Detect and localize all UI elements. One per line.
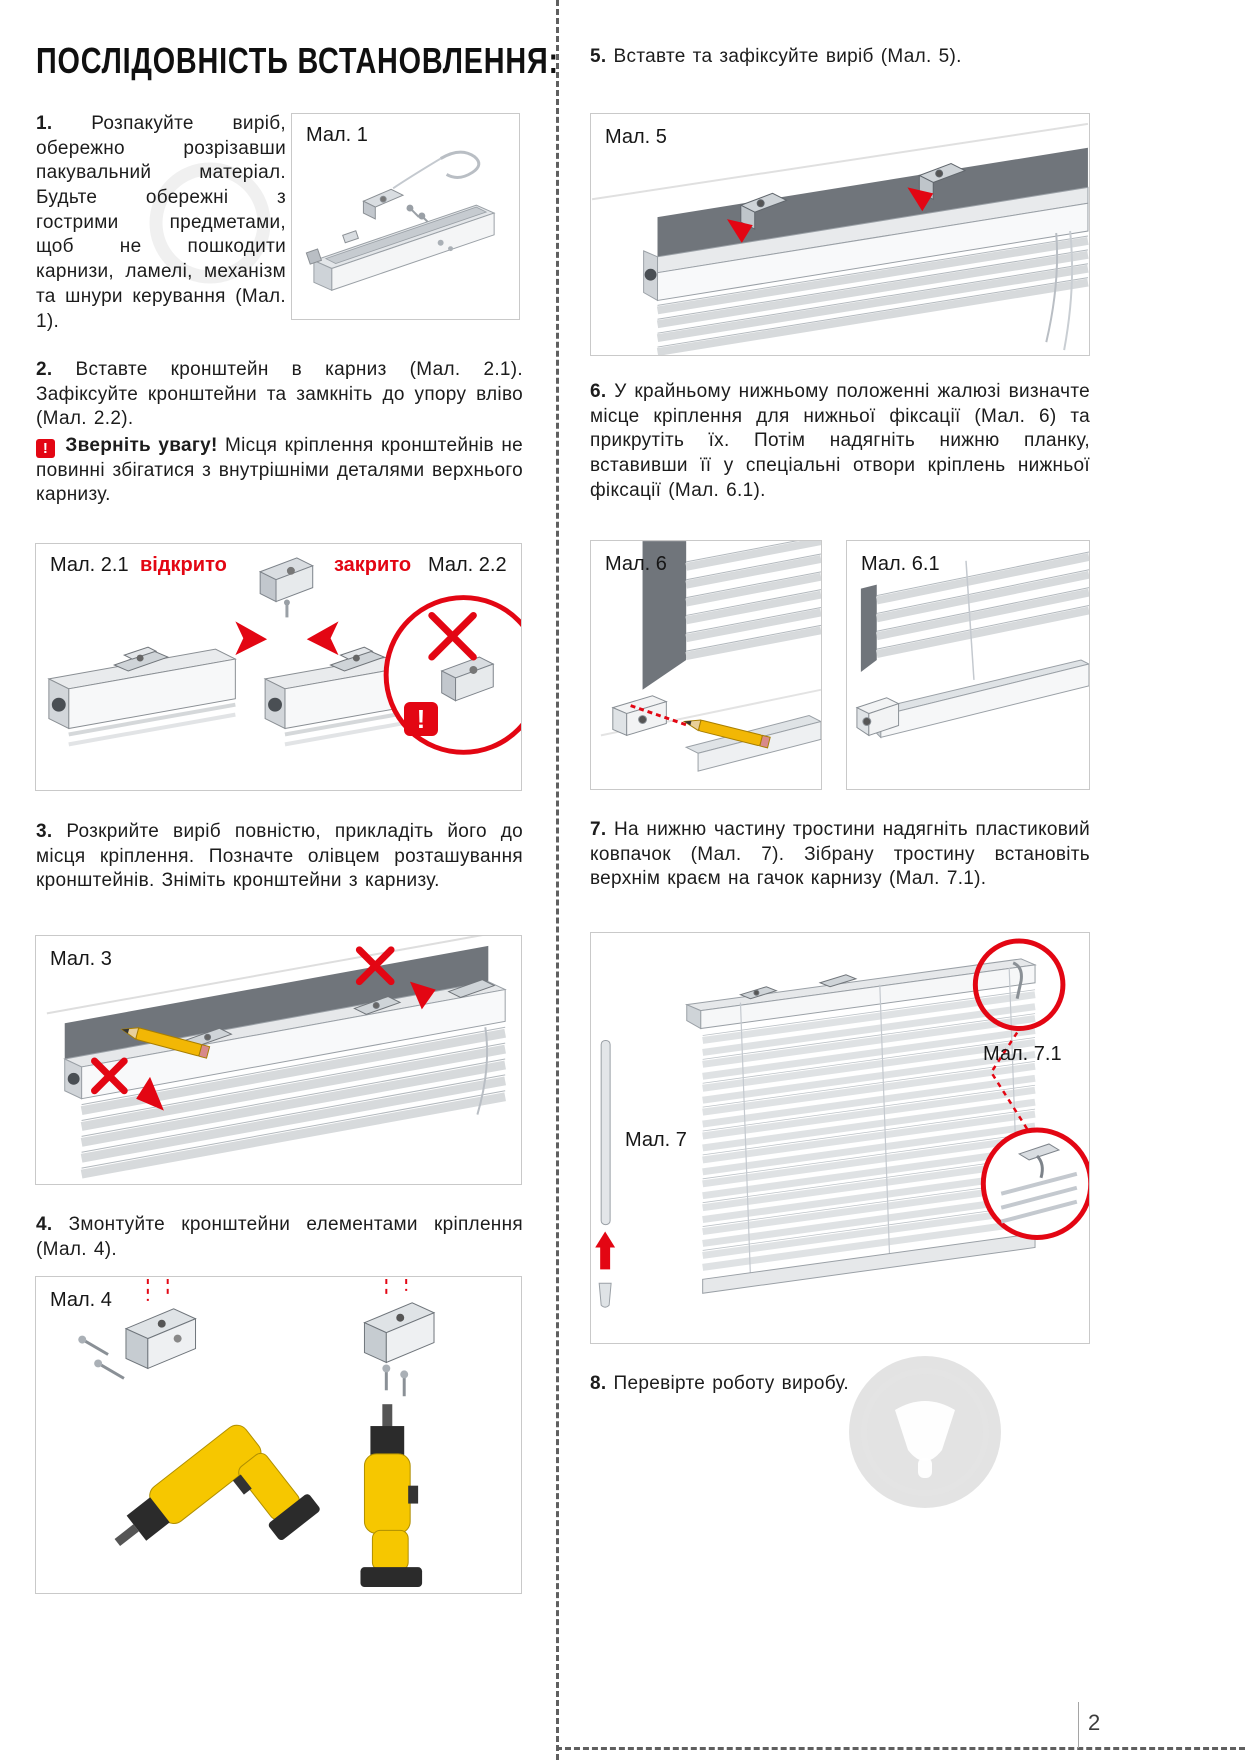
fig3-illustration (36, 936, 521, 1184)
column-divider (556, 0, 559, 1760)
bottom-rail (873, 660, 1089, 737)
tilt-wand-icon (601, 1040, 610, 1224)
figure-6-1 (846, 540, 1090, 790)
bracket-icon (126, 1279, 196, 1368)
warning-text: ! Зверніть увагу! Місця кріплення кронштейнів не повинні збігатися з внутрішніми деталями верхнього карнизу. (36, 435, 523, 506)
slats (703, 995, 1035, 1268)
figure-2-2-label: Мал. 2.2 (428, 554, 507, 576)
step-4-text: 4. Змонтуйте кронштейни елементами кріплення (Мал. 4). (36, 1214, 523, 1260)
step-2-number: 2. (36, 359, 53, 380)
step-7-text: 7. На нижню частину тростини надягніть пластиковий ковпачок (Мал. 7). Зібрану тростину встановіть верхнім краєм на гачок карнизу (Мал. 7.1). (590, 819, 1090, 890)
highlight-circle-icon (983, 1130, 1089, 1237)
cornice-left (49, 647, 235, 744)
footer-divider (556, 1747, 1245, 1750)
figure-6-1-label: Мал. 6.1 (861, 553, 940, 575)
page-number-divider (1078, 1702, 1079, 1748)
plastic-cap-icon (599, 1283, 611, 1307)
figure-4 (35, 1276, 522, 1594)
step-6-number: 6. (590, 381, 607, 402)
page-number: 2 (1088, 1710, 1101, 1735)
figure-1 (291, 113, 520, 320)
fig2-warning-badge: ! (404, 702, 438, 736)
control-cord-icon (441, 152, 479, 177)
figure-5 (590, 113, 1090, 356)
figure-7-label: Мал. 7 (625, 1129, 687, 1151)
red-arrow-icon (307, 621, 339, 655)
state-open-label: відкрито (140, 554, 227, 576)
step-3-text: 3. Розкрийте виріб повністю, прикладіть його до місця кріплення. Позначте олівцем розташування кронштейнів. Зніміть кронштейни з карнизу. (36, 821, 523, 892)
fig2-illustration (36, 544, 521, 790)
figure-1-label: Мал. 1 (306, 124, 368, 146)
step-6-text: 6. У крайньому нижньому положенні жалюзі визначте місце кріплення для нижньої фіксації (Мал. 6) та прикрутіть їх. Потім надягніть нижню планку, вставивши її у спеціальні отвори кріплень нижньої фіксації (Мал. 6.1). (590, 381, 1090, 501)
fig5-illustration (591, 114, 1089, 355)
step-8-text: 8. Перевірте роботу виробу. (590, 1373, 849, 1394)
warning-title: Зверніть увагу! (65, 435, 218, 456)
state-closed-label: закрито (334, 554, 412, 576)
step-4-number: 4. (36, 1214, 53, 1235)
figure-7 (590, 932, 1090, 1344)
figure-5-label: Мал. 5 (605, 126, 667, 148)
bracket-icon (364, 1279, 434, 1362)
fig4-illustration (36, 1277, 521, 1593)
figure-6 (590, 540, 822, 790)
step-1-number: 1. (36, 113, 53, 134)
figure-7-1-label: Мал. 7.1 (983, 1043, 1062, 1065)
step-5-text: 5. Вставте та зафіксуйте виріб (Мал. 5). (590, 46, 962, 67)
step-2-text: 2. Вставте кронштейн в карниз (Мал. 2.1). Зафіксуйте кронштейни та замкніть до упору вліво (Мал. 2.2). (36, 359, 523, 430)
figure-2 (35, 543, 522, 791)
step-3-number: 3. (36, 821, 53, 842)
figure-6-label: Мал. 6 (605, 553, 667, 575)
step-1-text: 1. Розпакуйте виріб, обережно розрізавши пакувальний матеріал. Будьте обережні з гострими предметами, щоб не пошкодити карнизи, ламелі, механізм та шнури керування (Мал. 1). (36, 113, 286, 332)
bracket-icon (363, 189, 403, 219)
screws-icon (84, 1341, 124, 1379)
figure-4-label: Мал. 4 (50, 1289, 112, 1311)
fig6-1-illustration (847, 541, 1089, 789)
step-7-number: 7. (590, 819, 607, 840)
step-8-number: 8. (590, 1373, 607, 1394)
red-arrow-up-icon (595, 1232, 615, 1270)
bracket-icon (260, 558, 313, 618)
figure-3-label: Мал. 3 (50, 948, 112, 970)
step-5-number: 5. (590, 46, 607, 67)
drill-icon (360, 1404, 422, 1587)
red-arrow-icon (235, 621, 267, 655)
page-title: ПОСЛІДОВНІСТЬ ВСТАНОВЛЕННЯ: (36, 40, 559, 81)
drill-icon (104, 1414, 321, 1593)
figure-3 (35, 935, 522, 1185)
warning-icon: ! (36, 439, 55, 458)
figure-2-1-label: Мал. 2.1 (50, 554, 129, 576)
fig6-illustration (591, 541, 821, 789)
